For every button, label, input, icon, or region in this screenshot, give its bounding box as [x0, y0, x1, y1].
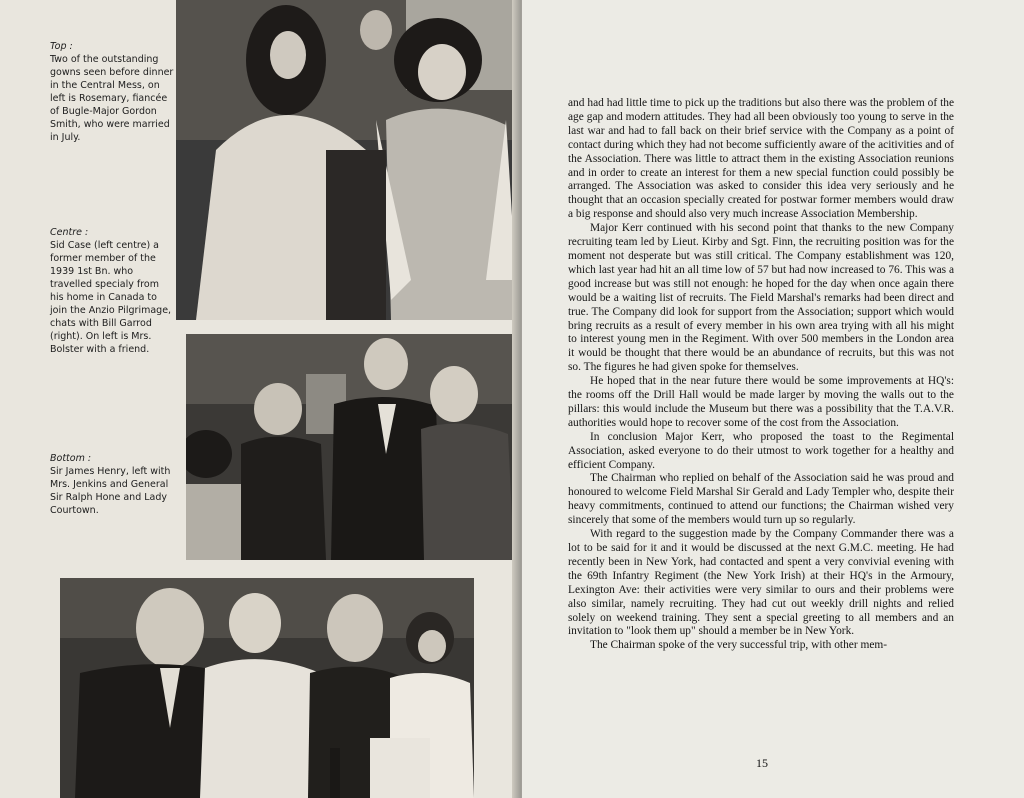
paragraph: The Chairman who replied on behalf of the Association said he was proud and honoured to welcome Field Marshal Sir Gerald and Lady Templer who, despite their heavy commitments, continued to attend our functions; the Chairman wished very sincerely that some of the members would turn up so regularly.: [568, 472, 954, 527]
paragraph: Major Kerr continued with his second point that thanks to the new Company recruiting team led by Lieut. Kirby and Sgt. Finn, the recruiting position was for the moment not desperate but was still critical. The Company establishment was 120, which last year had hit an all time low of 57 but had now increased to 76. This was a good increase but was still not enough: he hoped for the day when once again there would be a waiting list of recruits. The Field Marshal's remarks had been direct and true. The Company did look for support from the Association; support which would bring recruits as a result of every member in his own area trying with all his might to interest young men in the Regiment. With over 500 members in the London area it would be thought that there would be an abundance of recruits, but this was not so. The figures he had given spoke for themselves.: [568, 222, 954, 374]
caption-text: Two of the outstanding gowns seen before dinner in the Central Mess, on left is Rosemary, fiancée of Bugle-Major Gordon Smith, who were married in July.: [50, 54, 174, 143]
photo-centre: [186, 334, 514, 560]
photo-bottom: [60, 578, 474, 798]
caption-centre: [50, 226, 175, 356]
caption-heading: Centre :: [50, 227, 89, 238]
caption-text: Sid Case (left centre) a former member of the 1939 1st Bn. who travelled specialy from his home in Canada to join the Anzio Pilgrimage, chats with Bill Garrod (right). On left is Mrs. Bolster with a friend.: [50, 240, 172, 355]
paragraph: and had had little time to pick up the traditions but also there was the problem of the age gap and modern attitudes. They had all been obviously too young to serve in the last war and had to fall back on their brief service with the Company as a point of contact during which they had not become sufficiently aware of the acitivities and of the Association. There was little to attract them in the existing Association reunions and in order to create an interest for them a new special function could possibly be arranged. The Association was asked to consider this idea very seriously and he thought that an occasion specially created for postwar former members would draw a big response and should also very much increase Association Membership.: [568, 97, 954, 221]
caption-heading: Bottom :: [50, 453, 92, 464]
caption-bottom: [50, 452, 175, 517]
caption-top: [50, 40, 175, 144]
caption-heading: Top :: [50, 41, 73, 52]
caption-text: Sir James Henry, left with Mrs. Jenkins and General Sir Ralph Hone and Lady Courtown.: [50, 466, 171, 516]
article-body: [568, 97, 954, 653]
paragraph: In conclusion Major Kerr, who proposed the toast to the Regimental Association, asked everyone to do their utmost to work together for a healthy and efficient Company.: [568, 430, 954, 471]
paragraph: The Chairman spoke of the very successful trip, with other mem-: [590, 639, 888, 652]
photo-top: [176, 0, 518, 320]
paragraph: He hoped that in the near future there would be some improvements at HQ's: the rooms off the Drill Hall would be made larger by moving the walls out to the pillars: this would include the Museum but there was a possibility that the T.A.V.R. authorities would hope to recover some of the cost from the Association.: [568, 375, 954, 429]
paragraph: With regard to the suggestion made by the Company Commander there was a lot to be said for it and it would be discussed at the next G.M.C. meeting. He had recently been in New York, had contacted and spent a very convivial evening with the 69th Infantry Regiment (the New York Irish) at their HQ's in the Armoury, Lexington Ave: their activities were very similar to ours and their problems were also similar, namely recruiting. They had cut out weekly drill nights and relied solely on weekend training. They sent a special greeting to all members and an invitation to "look them up" should a member be in New York.: [568, 528, 954, 638]
page-number: 15: [756, 756, 768, 770]
